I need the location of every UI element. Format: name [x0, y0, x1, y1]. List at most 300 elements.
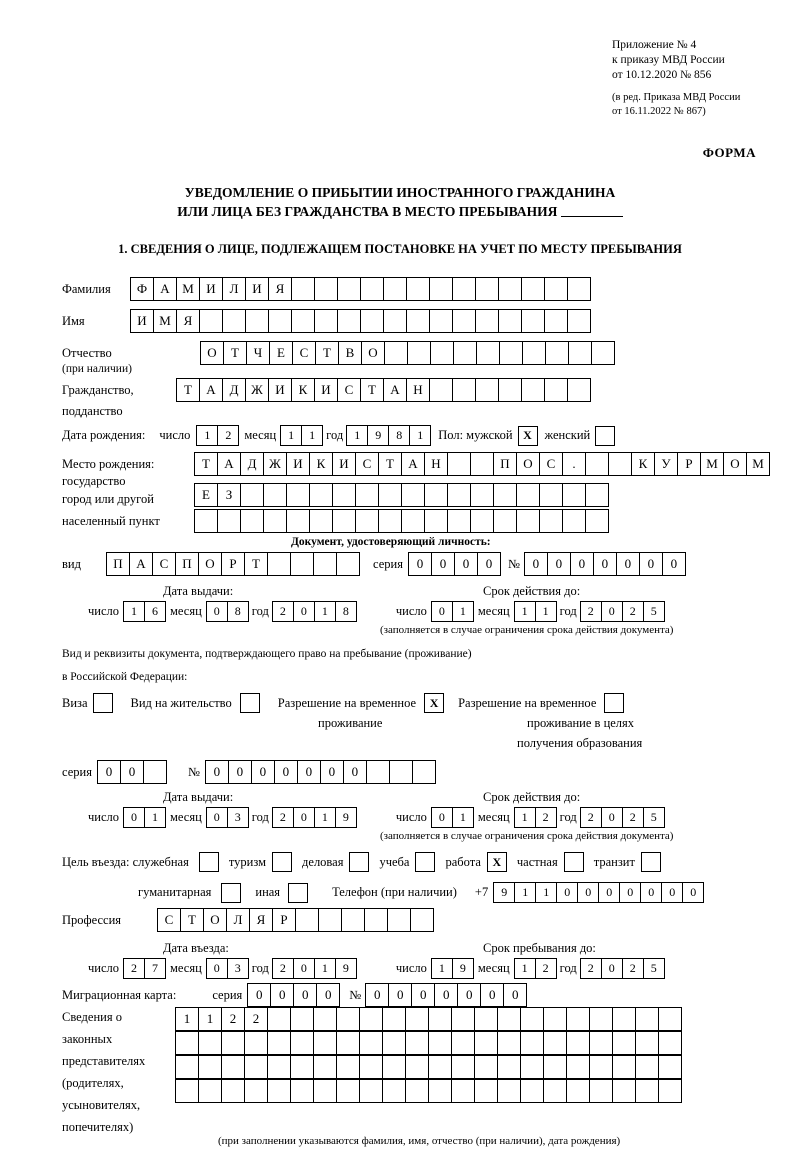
- birthplace-city-input-2-cell[interactable]: [447, 509, 471, 533]
- birthplace-city-input-cell[interactable]: Е: [194, 483, 218, 507]
- citizenship-input-cell[interactable]: Н: [406, 378, 430, 402]
- migration-card-number-input-cell[interactable]: 0: [365, 983, 389, 1007]
- stay-day-input[interactable]: [431, 958, 473, 979]
- name-input-cell[interactable]: [360, 309, 384, 333]
- doc-number-input-cell[interactable]: 0: [524, 552, 548, 576]
- phone-input-cell[interactable]: 0: [661, 882, 683, 903]
- doc-valid-year-input[interactable]: [580, 601, 664, 622]
- patronymic-input-cell[interactable]: [591, 341, 615, 365]
- doc-valid-year-input-cell[interactable]: 2: [622, 601, 644, 622]
- legal-rep-input-3-cell[interactable]: [612, 1055, 636, 1079]
- migration-card-number-input-cell[interactable]: 0: [388, 983, 412, 1007]
- surname-input-cell[interactable]: [544, 277, 568, 301]
- doc-series-input-cell[interactable]: 0: [408, 552, 432, 576]
- birthplace-state-input-cell[interactable]: [608, 452, 632, 476]
- temporary-residence-checkbox[interactable]: X: [424, 693, 444, 713]
- legal-rep-input-1-cell[interactable]: [566, 1007, 590, 1031]
- profession-input-cell[interactable]: [318, 908, 342, 932]
- doc-number-input-cell[interactable]: 0: [639, 552, 663, 576]
- birthplace-state-input-cell[interactable]: [447, 452, 471, 476]
- legal-rep-input-4-cell[interactable]: [382, 1079, 406, 1103]
- name-input-cell[interactable]: [383, 309, 407, 333]
- legal-rep-input-1-cell[interactable]: [290, 1007, 314, 1031]
- birthplace-city-input-cell[interactable]: [240, 483, 264, 507]
- doc-issue-year-input-cell[interactable]: 0: [293, 601, 315, 622]
- legal-rep-input-1[interactable]: [175, 1007, 681, 1031]
- purpose-private-checkbox[interactable]: [564, 852, 584, 872]
- legal-rep-input-1-cell[interactable]: 1: [198, 1007, 222, 1031]
- legal-rep-input-3-cell[interactable]: [474, 1055, 498, 1079]
- birthplace-city-input-cell[interactable]: [470, 483, 494, 507]
- patronymic-input-cell[interactable]: Т: [315, 341, 339, 365]
- legal-rep-input-2-cell[interactable]: [497, 1031, 521, 1055]
- surname-input-cell[interactable]: И: [245, 277, 269, 301]
- purpose-service-checkbox[interactable]: [199, 852, 219, 872]
- phone-input-cell[interactable]: 9: [493, 882, 515, 903]
- birthplace-state-input-cell[interactable]: Ж: [263, 452, 287, 476]
- permit-issue-day-input-cell[interactable]: 1: [144, 807, 166, 828]
- legal-rep-input-4-cell[interactable]: [244, 1079, 268, 1103]
- permit-issue-year-input-cell[interactable]: 1: [314, 807, 336, 828]
- doc-kind-input-cell[interactable]: А: [129, 552, 153, 576]
- entry-month-input-cell[interactable]: 0: [206, 958, 228, 979]
- purpose-business-checkbox[interactable]: [349, 852, 369, 872]
- legal-rep-input-4[interactable]: [175, 1079, 681, 1103]
- birthplace-state-input-cell[interactable]: О: [516, 452, 540, 476]
- citizenship-input-cell[interactable]: С: [337, 378, 361, 402]
- citizenship-input-cell[interactable]: [544, 378, 568, 402]
- legal-rep-input-1-cell[interactable]: [428, 1007, 452, 1031]
- doc-valid-month-input-cell[interactable]: 1: [514, 601, 536, 622]
- birthplace-city-input-cell[interactable]: [493, 483, 517, 507]
- birthplace-city-input-2-cell[interactable]: [470, 509, 494, 533]
- migration-card-series-input-cell[interactable]: 0: [316, 983, 340, 1007]
- birthplace-city-input-2-cell[interactable]: [424, 509, 448, 533]
- citizenship-input-cell[interactable]: Д: [222, 378, 246, 402]
- legal-rep-input-1-cell[interactable]: [267, 1007, 291, 1031]
- birthplace-city-input-2-cell[interactable]: [355, 509, 379, 533]
- birthplace-state-input-cell[interactable]: К: [631, 452, 655, 476]
- stay-year-input[interactable]: [580, 958, 664, 979]
- entry-day-input[interactable]: [123, 958, 165, 979]
- surname-input-cell[interactable]: М: [176, 277, 200, 301]
- doc-kind-input-cell[interactable]: С: [152, 552, 176, 576]
- purpose-other-checkbox[interactable]: [288, 883, 308, 903]
- surname-input-cell[interactable]: [291, 277, 315, 301]
- doc-issue-year-input-cell[interactable]: 8: [335, 601, 357, 622]
- birth-year-input-cell[interactable]: 9: [367, 425, 389, 446]
- permit-number-input-cell[interactable]: 0: [343, 760, 367, 784]
- profession-input-cell[interactable]: [341, 908, 365, 932]
- birth-day-input[interactable]: [196, 425, 238, 446]
- doc-kind-input-cell[interactable]: [290, 552, 314, 576]
- legal-rep-input-4-cell[interactable]: [405, 1079, 429, 1103]
- legal-rep-input-4-cell[interactable]: [359, 1079, 383, 1103]
- birthplace-state-input-cell[interactable]: Т: [194, 452, 218, 476]
- birth-year-input-cell[interactable]: 1: [346, 425, 368, 446]
- legal-rep-input-3-cell[interactable]: [198, 1055, 222, 1079]
- birthplace-state-input[interactable]: [194, 452, 769, 476]
- phone-input-cell[interactable]: 0: [682, 882, 704, 903]
- entry-year-input[interactable]: [272, 958, 356, 979]
- stay-day-input-cell[interactable]: 9: [452, 958, 474, 979]
- birthplace-state-input-cell[interactable]: Д: [240, 452, 264, 476]
- permit-number-input[interactable]: [205, 760, 435, 784]
- birthplace-city-input-cell[interactable]: [516, 483, 540, 507]
- migration-card-series-input-cell[interactable]: 0: [270, 983, 294, 1007]
- permit-valid-day-input[interactable]: [431, 807, 473, 828]
- permit-number-input-cell[interactable]: 0: [297, 760, 321, 784]
- birthplace-city-input-cell[interactable]: [585, 483, 609, 507]
- permit-issue-year-input[interactable]: [272, 807, 356, 828]
- permit-valid-day-input-cell[interactable]: 1: [452, 807, 474, 828]
- birthplace-city-input-2-cell[interactable]: [263, 509, 287, 533]
- birthplace-city-input-2-cell[interactable]: [309, 509, 333, 533]
- permit-number-input-cell[interactable]: [366, 760, 390, 784]
- phone-input-cell[interactable]: 0: [640, 882, 662, 903]
- surname-input-cell[interactable]: [475, 277, 499, 301]
- name-input-cell[interactable]: [429, 309, 453, 333]
- permit-valid-year-input-cell[interactable]: 2: [622, 807, 644, 828]
- legal-rep-input-2-cell[interactable]: [290, 1031, 314, 1055]
- permit-series-input-cell[interactable]: [143, 760, 167, 784]
- legal-rep-input-2-cell[interactable]: [198, 1031, 222, 1055]
- purpose-tourism-checkbox[interactable]: [272, 852, 292, 872]
- birthplace-state-input-cell[interactable]: И: [332, 452, 356, 476]
- surname-input[interactable]: [130, 277, 590, 301]
- surname-input-cell[interactable]: А: [153, 277, 177, 301]
- legal-rep-input-1-cell[interactable]: [589, 1007, 613, 1031]
- purpose-transit-checkbox[interactable]: [641, 852, 661, 872]
- doc-kind-input-cell[interactable]: Т: [244, 552, 268, 576]
- phone-input-cell[interactable]: 0: [577, 882, 599, 903]
- permit-issue-year-input-cell[interactable]: 9: [335, 807, 357, 828]
- purpose-study-checkbox[interactable]: [415, 852, 435, 872]
- birthplace-city-input-cell[interactable]: [378, 483, 402, 507]
- birthplace-city-input-cell[interactable]: [309, 483, 333, 507]
- legal-rep-input-2-cell[interactable]: [382, 1031, 406, 1055]
- birthplace-state-input-cell[interactable]: И: [286, 452, 310, 476]
- profession-input-cell[interactable]: [387, 908, 411, 932]
- surname-input-cell[interactable]: [567, 277, 591, 301]
- permit-valid-month-input[interactable]: [514, 807, 556, 828]
- legal-rep-input-1-cell[interactable]: [612, 1007, 636, 1031]
- birth-year-input[interactable]: [346, 425, 430, 446]
- birth-month-input-cell[interactable]: 1: [301, 425, 323, 446]
- patronymic-input-cell[interactable]: [430, 341, 454, 365]
- birthplace-city-input-2-cell[interactable]: [585, 509, 609, 533]
- doc-kind-input[interactable]: [106, 552, 359, 576]
- birthplace-city-input-2[interactable]: [194, 509, 608, 533]
- patronymic-input-cell[interactable]: [453, 341, 477, 365]
- legal-rep-input-1-cell[interactable]: 2: [244, 1007, 268, 1031]
- legal-rep-input-1-cell[interactable]: [313, 1007, 337, 1031]
- legal-rep-input-2-cell[interactable]: [267, 1031, 291, 1055]
- doc-kind-input-cell[interactable]: [267, 552, 291, 576]
- doc-series-input[interactable]: [408, 552, 500, 576]
- surname-input-cell[interactable]: [498, 277, 522, 301]
- surname-input-cell[interactable]: [429, 277, 453, 301]
- name-input-cell[interactable]: М: [153, 309, 177, 333]
- birthplace-state-input-cell[interactable]: К: [309, 452, 333, 476]
- legal-rep-input-1-cell[interactable]: [336, 1007, 360, 1031]
- citizenship-input-cell[interactable]: [498, 378, 522, 402]
- legal-rep-input-2-cell[interactable]: [244, 1031, 268, 1055]
- birthplace-state-input-cell[interactable]: М: [746, 452, 770, 476]
- legal-rep-input-1-cell[interactable]: [405, 1007, 429, 1031]
- name-input-cell[interactable]: [567, 309, 591, 333]
- name-input-cell[interactable]: Я: [176, 309, 200, 333]
- doc-series-input-cell[interactable]: 0: [477, 552, 501, 576]
- legal-rep-input-3-cell[interactable]: [635, 1055, 659, 1079]
- doc-valid-month-input-cell[interactable]: 1: [535, 601, 557, 622]
- citizenship-input-cell[interactable]: Т: [360, 378, 384, 402]
- surname-input-cell[interactable]: [383, 277, 407, 301]
- birth-month-input-cell[interactable]: 1: [280, 425, 302, 446]
- permit-number-input-cell[interactable]: 0: [228, 760, 252, 784]
- legal-rep-input-2-cell[interactable]: [405, 1031, 429, 1055]
- patronymic-input-cell[interactable]: [407, 341, 431, 365]
- surname-input-cell[interactable]: [406, 277, 430, 301]
- legal-rep-input-1-cell[interactable]: [543, 1007, 567, 1031]
- citizenship-input-cell[interactable]: И: [268, 378, 292, 402]
- patronymic-input-cell[interactable]: Т: [223, 341, 247, 365]
- permit-valid-day-input-cell[interactable]: 0: [431, 807, 453, 828]
- citizenship-input-cell[interactable]: И: [314, 378, 338, 402]
- surname-input-cell[interactable]: Л: [222, 277, 246, 301]
- doc-number-input-cell[interactable]: 0: [662, 552, 686, 576]
- patronymic-input-cell[interactable]: [499, 341, 523, 365]
- legal-rep-input-1-cell[interactable]: [474, 1007, 498, 1031]
- profession-input-cell[interactable]: [295, 908, 319, 932]
- legal-rep-input-3-cell[interactable]: [428, 1055, 452, 1079]
- birthplace-city-input-cell[interactable]: [562, 483, 586, 507]
- legal-rep-input-4-cell[interactable]: [566, 1079, 590, 1103]
- birthplace-city-input-cell[interactable]: [401, 483, 425, 507]
- entry-month-input[interactable]: [206, 958, 248, 979]
- education-residence-checkbox[interactable]: [604, 693, 624, 713]
- birthplace-state-input-cell[interactable]: Р: [677, 452, 701, 476]
- legal-rep-input-3-cell[interactable]: [658, 1055, 682, 1079]
- profession-input-cell[interactable]: Я: [249, 908, 273, 932]
- birth-day-input-cell[interactable]: 2: [217, 425, 239, 446]
- citizenship-input-cell[interactable]: [567, 378, 591, 402]
- birth-year-input-cell[interactable]: 8: [388, 425, 410, 446]
- citizenship-input-cell[interactable]: [429, 378, 453, 402]
- doc-issue-day-input-cell[interactable]: 6: [144, 601, 166, 622]
- birthplace-state-input-cell[interactable]: .: [562, 452, 586, 476]
- surname-input-cell[interactable]: [452, 277, 476, 301]
- phone-input[interactable]: [493, 882, 703, 903]
- doc-issue-day-input-cell[interactable]: 1: [123, 601, 145, 622]
- birthplace-state-input-cell[interactable]: Н: [424, 452, 448, 476]
- birth-day-input-cell[interactable]: 1: [196, 425, 218, 446]
- legal-rep-input-2-cell[interactable]: [221, 1031, 245, 1055]
- birthplace-city-input-cell[interactable]: [539, 483, 563, 507]
- legal-rep-input-2[interactable]: [175, 1031, 681, 1055]
- legal-rep-input-3-cell[interactable]: [175, 1055, 199, 1079]
- birthplace-city-input-2-cell[interactable]: [217, 509, 241, 533]
- name-input-cell[interactable]: [498, 309, 522, 333]
- birth-month-input[interactable]: [280, 425, 322, 446]
- citizenship-input-cell[interactable]: К: [291, 378, 315, 402]
- stay-year-input-cell[interactable]: 2: [622, 958, 644, 979]
- birthplace-city-input-2-cell[interactable]: [401, 509, 425, 533]
- doc-kind-input-cell[interactable]: [313, 552, 337, 576]
- legal-rep-input-3-cell[interactable]: [313, 1055, 337, 1079]
- permit-number-input-cell[interactable]: 0: [251, 760, 275, 784]
- name-input-cell[interactable]: [544, 309, 568, 333]
- stay-month-input-cell[interactable]: 1: [514, 958, 536, 979]
- patronymic-input-cell[interactable]: Ч: [246, 341, 270, 365]
- citizenship-input-cell[interactable]: А: [383, 378, 407, 402]
- legal-rep-input-2-cell[interactable]: [520, 1031, 544, 1055]
- name-input-cell[interactable]: [245, 309, 269, 333]
- permit-issue-year-input-cell[interactable]: 2: [272, 807, 294, 828]
- sex-male-checkbox[interactable]: X: [518, 426, 538, 446]
- permit-issue-month-input[interactable]: [206, 807, 248, 828]
- surname-input-cell[interactable]: [360, 277, 384, 301]
- legal-rep-input-4-cell[interactable]: [336, 1079, 360, 1103]
- phone-input-cell[interactable]: 0: [598, 882, 620, 903]
- profession-input-cell[interactable]: [410, 908, 434, 932]
- permit-number-input-cell[interactable]: 0: [274, 760, 298, 784]
- surname-input-cell[interactable]: [337, 277, 361, 301]
- legal-rep-input-3-cell[interactable]: [244, 1055, 268, 1079]
- birthplace-state-input-cell[interactable]: [585, 452, 609, 476]
- migration-card-series-input-cell[interactable]: 0: [247, 983, 271, 1007]
- profession-input-cell[interactable]: С: [157, 908, 181, 932]
- citizenship-input-cell[interactable]: [521, 378, 545, 402]
- profession-input-cell[interactable]: О: [203, 908, 227, 932]
- birthplace-city-input-2-cell[interactable]: [516, 509, 540, 533]
- legal-rep-input-2-cell[interactable]: [359, 1031, 383, 1055]
- permit-number-input-cell[interactable]: [389, 760, 413, 784]
- citizenship-input-cell[interactable]: А: [199, 378, 223, 402]
- permit-issue-day-input[interactable]: [123, 807, 165, 828]
- legal-rep-input-4-cell[interactable]: [428, 1079, 452, 1103]
- doc-number-input-cell[interactable]: 0: [570, 552, 594, 576]
- entry-year-input-cell[interactable]: 1: [314, 958, 336, 979]
- birthplace-city-input-cell[interactable]: [355, 483, 379, 507]
- stay-day-input-cell[interactable]: 1: [431, 958, 453, 979]
- birthplace-city-input-2-cell[interactable]: [378, 509, 402, 533]
- surname-input-cell[interactable]: И: [199, 277, 223, 301]
- permit-valid-year-input[interactable]: [580, 807, 664, 828]
- birthplace-state-input-cell[interactable]: А: [217, 452, 241, 476]
- birthplace-city-input-2-cell[interactable]: [286, 509, 310, 533]
- permit-valid-year-input-cell[interactable]: 5: [643, 807, 665, 828]
- legal-rep-input-2-cell[interactable]: [612, 1031, 636, 1055]
- birthplace-state-input-cell[interactable]: П: [493, 452, 517, 476]
- phone-input-cell[interactable]: 0: [556, 882, 578, 903]
- migration-card-series-input[interactable]: [247, 983, 339, 1007]
- legal-rep-input-2-cell[interactable]: [313, 1031, 337, 1055]
- purpose-humanitarian-checkbox[interactable]: [221, 883, 241, 903]
- patronymic-input-cell[interactable]: Е: [269, 341, 293, 365]
- doc-valid-year-input-cell[interactable]: 0: [601, 601, 623, 622]
- visa-checkbox[interactable]: [93, 693, 113, 713]
- birthplace-state-input-cell[interactable]: О: [723, 452, 747, 476]
- doc-series-input-cell[interactable]: 0: [431, 552, 455, 576]
- legal-rep-input-3-cell[interactable]: [543, 1055, 567, 1079]
- patronymic-input-cell[interactable]: С: [292, 341, 316, 365]
- birthplace-city-input-cell[interactable]: З: [217, 483, 241, 507]
- permit-valid-month-input-cell[interactable]: 1: [514, 807, 536, 828]
- surname-input-cell[interactable]: Ф: [130, 277, 154, 301]
- legal-rep-input-2-cell[interactable]: [543, 1031, 567, 1055]
- patronymic-input-cell[interactable]: [522, 341, 546, 365]
- legal-rep-input-3-cell[interactable]: [382, 1055, 406, 1079]
- doc-issue-month-input[interactable]: [206, 601, 248, 622]
- doc-valid-year-input-cell[interactable]: 2: [580, 601, 602, 622]
- entry-year-input-cell[interactable]: 0: [293, 958, 315, 979]
- legal-rep-input-4-cell[interactable]: [451, 1079, 475, 1103]
- legal-rep-input-4-cell[interactable]: [290, 1079, 314, 1103]
- birthplace-city-input-cell[interactable]: [286, 483, 310, 507]
- birthplace-city-input[interactable]: [194, 483, 608, 507]
- doc-issue-month-input-cell[interactable]: 0: [206, 601, 228, 622]
- legal-rep-input-4-cell[interactable]: [612, 1079, 636, 1103]
- citizenship-input[interactable]: [176, 378, 590, 402]
- entry-year-input-cell[interactable]: 9: [335, 958, 357, 979]
- legal-rep-input-4-cell[interactable]: [221, 1079, 245, 1103]
- profession-input[interactable]: [157, 908, 433, 932]
- legal-rep-input-4-cell[interactable]: [589, 1079, 613, 1103]
- birthplace-city-input-cell[interactable]: [424, 483, 448, 507]
- doc-issue-year-input[interactable]: [272, 601, 356, 622]
- legal-rep-input-3-cell[interactable]: [290, 1055, 314, 1079]
- citizenship-input-cell[interactable]: [475, 378, 499, 402]
- stay-month-input[interactable]: [514, 958, 556, 979]
- birthplace-city-input-2-cell[interactable]: [332, 509, 356, 533]
- legal-rep-input-1-cell[interactable]: [520, 1007, 544, 1031]
- profession-input-cell[interactable]: [364, 908, 388, 932]
- migration-card-series-input-cell[interactable]: 0: [293, 983, 317, 1007]
- legal-rep-input-3-cell[interactable]: [405, 1055, 429, 1079]
- name-input-cell[interactable]: [314, 309, 338, 333]
- birthplace-city-input-2-cell[interactable]: [493, 509, 517, 533]
- permit-number-input-cell[interactable]: 0: [320, 760, 344, 784]
- permit-series-input[interactable]: [97, 760, 166, 784]
- citizenship-input-cell[interactable]: Ж: [245, 378, 269, 402]
- patronymic-input-cell[interactable]: [568, 341, 592, 365]
- phone-input-cell[interactable]: 1: [514, 882, 536, 903]
- legal-rep-input-1-cell[interactable]: [451, 1007, 475, 1031]
- legal-rep-input-2-cell[interactable]: [451, 1031, 475, 1055]
- doc-number-input-cell[interactable]: 0: [593, 552, 617, 576]
- legal-rep-input-2-cell[interactable]: [566, 1031, 590, 1055]
- patronymic-input-cell[interactable]: [476, 341, 500, 365]
- legal-rep-input-2-cell[interactable]: [589, 1031, 613, 1055]
- legal-rep-input-4-cell[interactable]: [198, 1079, 222, 1103]
- profession-input-cell[interactable]: Р: [272, 908, 296, 932]
- legal-rep-input-2-cell[interactable]: [175, 1031, 199, 1055]
- stay-month-input-cell[interactable]: 2: [535, 958, 557, 979]
- name-input-cell[interactable]: [222, 309, 246, 333]
- doc-kind-input-cell[interactable]: П: [106, 552, 130, 576]
- birthplace-city-input-2-cell[interactable]: [240, 509, 264, 533]
- patronymic-input-cell[interactable]: О: [361, 341, 385, 365]
- sex-female-checkbox[interactable]: [595, 426, 615, 446]
- legal-rep-input-3-cell[interactable]: [336, 1055, 360, 1079]
- stay-year-input-cell[interactable]: 5: [643, 958, 665, 979]
- permit-issue-month-input-cell[interactable]: 3: [227, 807, 249, 828]
- legal-rep-input-1-cell[interactable]: [497, 1007, 521, 1031]
- name-input-cell[interactable]: И: [130, 309, 154, 333]
- legal-rep-input-1-cell[interactable]: [635, 1007, 659, 1031]
- purpose-work-checkbox[interactable]: X: [487, 852, 507, 872]
